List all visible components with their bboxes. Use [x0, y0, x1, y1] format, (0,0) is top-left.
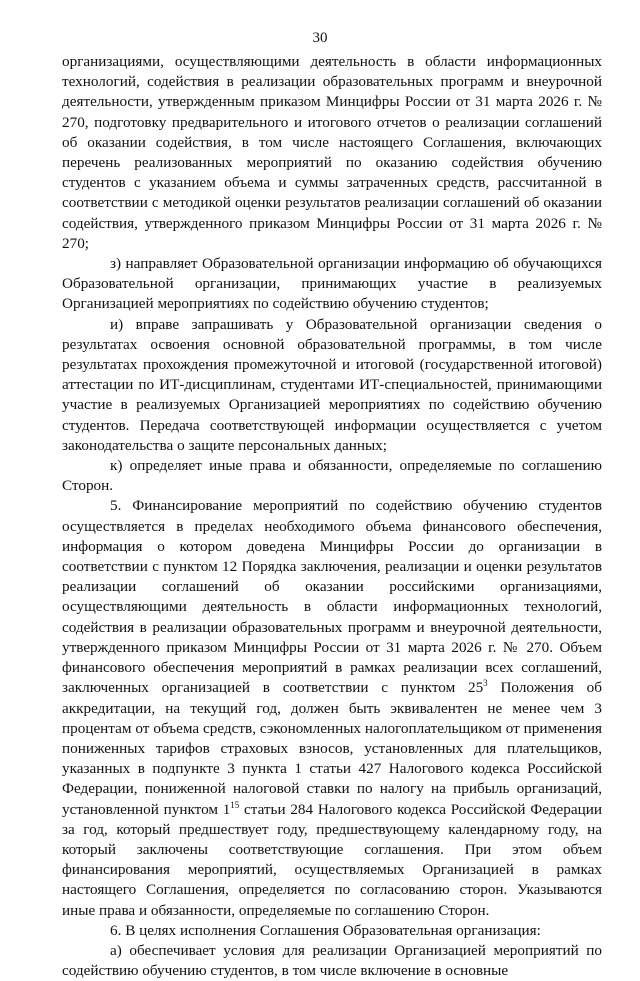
paragraph-clause-6: 6. В целях исполнения Соглашения Образовательная организация: — [110, 921, 541, 939]
paragraph-item-k: к) определяет иные права и обязанности, определяемые по соглашению Сторон. — [62, 457, 602, 495]
clause-5-part-2: Положения об аккредитации, на текущий год, должен быть эквивалентен не менее чем 3 процентам от объема средств, сэкономленных налогоплательщиком от применения пониженных тарифов страховых взносов, установленных для плательщиков, указанных в подпункте 3 пункта 1 статьи 427 Налогового кодекса Российской Федерации, пониженной налоговой ставки по налогу на прибыль организаций, установленной пунктом 1 — [62, 679, 602, 818]
clause-5-part-3: статьи 284 Налогового кодекса Российской Федерации за год, который предшествует году, предшествующему календарному году, на который заключены соответствующие соглашения. При этом объем финансирования мероприятий, осуществляемых Организацией в рамках настоящего Соглашения, определяется по согласованию сторон. Указываются иные права и обязанности, определяемые по соглашению Сторон. — [62, 800, 602, 919]
clause-5-part-1: 5. Финансирование мероприятий по содействию обучению студентов осуществляется в пределах необходимого объема финансового обеспечения, информация о котором доведена Минцифры России до организации в соответствии с пунктом 12 Порядка заключения, реализации и оценки результатов реализации соглашений об оказании российскими организациями, осуществляющими деятельность в области информационных технологий, содействия в реализации образовательных программ и внеурочной деятельности, утвержденного приказом Минцифры России от 31 марта 2026 г. № 270. Объем финансового обеспечения мероприятий в рамках реализации всех соглашений, заключенных организацией в соответствии с пунктом 25 — [62, 497, 602, 697]
paragraph-clause-5 — [62, 496, 602, 920]
paragraph-continuation: организациями, осуществляющими деятельность в области информационных технологий, содействия в реализации образовательных программ и внеурочной деятельности, утвержденным приказом Минцифры России от 31 марта 2026 г. № 270, подготовку предварительного и итогового отчетов о реализации соглашений об оказании содействия, в том числе настоящего Соглашения, включающих перечень реализованных мероприятий по оказанию содействия обучению студентов с указанием объема и суммы затраченных средств, рассчитанной в соответствии с методикой оценки результатов реализации соглашений об оказании содействия, утвержденного приказом Минцифры России от 31 марта 2026 г. № 270; — [62, 53, 602, 252]
paragraph-item-i: и) вправе запрашивать у Образовательной организации сведения о результатах освоения основной образовательной программы, в том числе результатах прохождения промежуточной и итоговой (государственной итоговой) аттестации по ИТ-дисциплинам, студентами ИТ-специальностей, принимающими участие в реализуемых Организацией мероприятиях по содействию обучению студентов. Передача соответствующей информации осуществляется с учетом законодательства о защите персональных данных; — [62, 315, 602, 454]
paragraph-item-z: з) направляет Образовательной организации информацию об обучающихся Образовательной организации, принимающих участие в реализуемых Организацией мероприятиях по содействию обучению студентов; — [62, 255, 602, 313]
document-body — [62, 52, 602, 981]
footnote-ref-2: 15 — [230, 799, 240, 810]
footnote-ref-1: 3 — [483, 678, 488, 689]
paragraph-item-a: а) обеспечивает условия для реализации Организацией мероприятий по содействию обучению студентов, в том числе включение в основные — [62, 941, 602, 980]
page-number: 30 — [312, 30, 328, 46]
